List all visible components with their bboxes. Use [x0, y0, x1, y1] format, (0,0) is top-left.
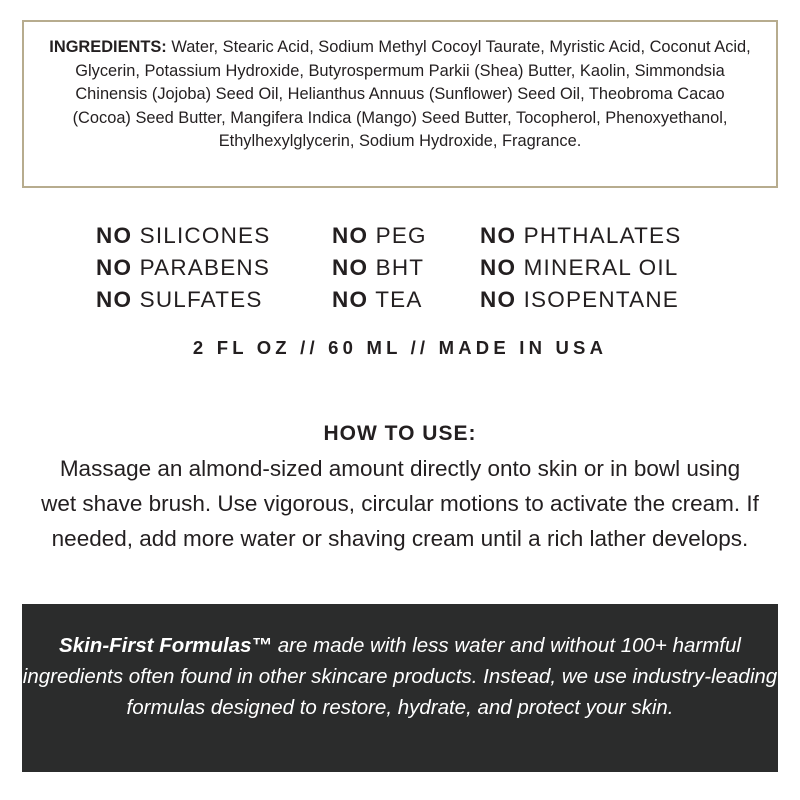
free-from-item: NO PARABENS — [96, 254, 271, 280]
footer-paragraph — [22, 630, 778, 724]
free-from-item: NO SILICONES — [96, 223, 271, 248]
free-from-item: NO ISOPENTANE — [480, 286, 679, 312]
free-from-item: NO MINERAL OIL — [480, 254, 679, 280]
free-from-item: NO PHTHALATES — [480, 223, 682, 248]
free-from-item: NO TEA — [332, 286, 423, 312]
ingredients-list: Water, Stearic Acid, Sodium Methyl Cocoyl Taurate, Myristic Acid, Coconut Acid, Glycerin, Potassium Hydroxide, Butyrospermum Parkii (Shea) Butter, Kaolin, Simmondsia Chinensis (Jojoba) Seed Oil, Helianthus Annuus (Sunflower) Seed Oil, Theobroma Cacao (Cocoa) Seed Butter, Mangifera Indica (Mango) Seed Butter, Tocopherol, Phenoxyethanol, Ethylhexylglycerin, Sodium Hydroxide, Fragrance. — [72, 38, 751, 151]
free-from-item: NO PEG — [332, 223, 427, 248]
ingredients-label: INGREDIENTS: — [49, 38, 167, 56]
free-from-list — [96, 220, 720, 315]
free-from-column — [480, 220, 720, 315]
footer-band — [22, 604, 778, 772]
free-from-column — [332, 220, 480, 315]
volume-line: 2 FL OZ // 60 ML // MADE IN USA — [192, 337, 608, 358]
how-to-use-text: Massage an almond-sized amount directly onto skin or in bowl using wet shave brush. Use vigorous, circular motions to activate the cream. If needed, add more water or shaving cream until a rich lather develops. — [41, 456, 759, 551]
ingredients-box — [22, 20, 778, 188]
ingredients-paragraph — [48, 36, 752, 154]
footer-text: are made with less water and without 100+ harmful ingredients often found in other skincare products. Instead, we use industry-leading formulas designed to restore, hydrate, and protect your skin. — [22, 634, 778, 720]
free-from-item: NO BHT — [332, 254, 425, 280]
free-from-item: NO SULFATES — [96, 286, 263, 312]
free-from-column — [96, 220, 332, 315]
footer-brand: Skin-First Formulas™ — [59, 634, 273, 657]
how-to-use-title: HOW TO USE: — [323, 422, 477, 445]
